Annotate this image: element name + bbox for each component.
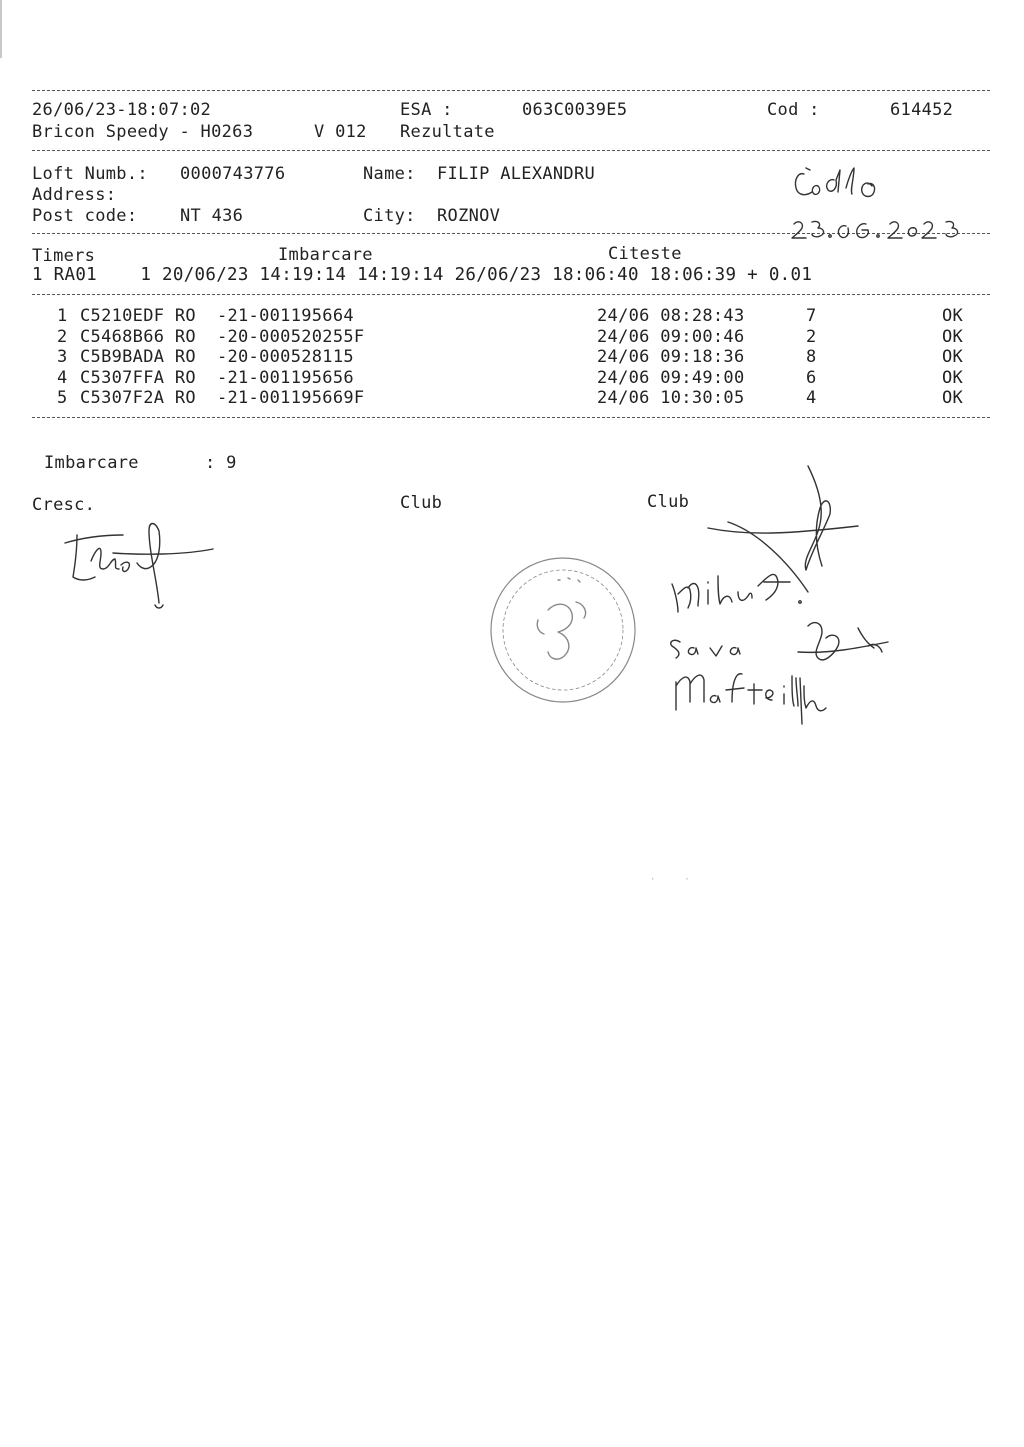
name-label: Name:	[363, 164, 416, 184]
club-signatures	[668, 462, 908, 732]
result-position: 2	[806, 327, 817, 347]
loft-label: Loft Numb.:	[32, 164, 148, 184]
device-version: V 012	[314, 122, 367, 142]
result-position: 7	[806, 306, 817, 326]
result-index: 2	[57, 327, 68, 347]
esa-label: ESA :	[400, 100, 453, 120]
divider-timers	[32, 294, 990, 295]
result-ring: C5210EDF RO -21-001195664	[80, 306, 354, 326]
club-stamp-icon	[488, 550, 638, 710]
handwritten-date	[790, 216, 990, 240]
scan-edge	[0, 0, 2, 58]
result-index: 4	[57, 368, 68, 388]
esa-value: 063C0039E5	[522, 100, 628, 120]
citeste-column-label: Citeste	[608, 244, 682, 264]
result-position: 4	[806, 388, 817, 408]
result-position: 6	[806, 368, 817, 388]
summary-imbarcare-value: : 9	[205, 453, 237, 473]
divider-header	[32, 150, 990, 151]
divider-results	[32, 417, 990, 418]
club-label-2: Club	[647, 492, 690, 512]
postcode-label: Post code:	[32, 206, 138, 226]
timers-label: Timers	[32, 246, 96, 266]
result-ring: C5B9BADA RO -20-000528115	[80, 347, 354, 367]
result-status: OK	[942, 368, 964, 388]
result-ring: C5307FFA RO -21-001195656	[80, 368, 354, 388]
result-time: 24/06 09:00:46	[597, 327, 745, 347]
cresc-label: Cresc.	[32, 495, 96, 515]
result-index: 3	[57, 347, 68, 367]
report-type: Rezultate	[400, 122, 495, 142]
city-value: ROZNOV	[437, 206, 501, 226]
result-ring: C5307F2A RO -21-001195669F	[80, 388, 365, 408]
cod-value: 614452	[890, 100, 954, 120]
imbarcare-column-label: Imbarcare	[278, 245, 373, 265]
postcode-value: NT 436	[180, 206, 244, 226]
result-time: 24/06 08:28:43	[597, 306, 745, 326]
result-position: 8	[806, 347, 817, 367]
cod-label: Cod :	[767, 100, 820, 120]
result-time: 24/06 09:18:36	[597, 347, 745, 367]
result-time: 24/06 09:49:00	[597, 368, 745, 388]
result-ring: C5468B66 RO -20-000520255F	[80, 327, 365, 347]
club-label-1: Club	[400, 493, 443, 513]
summary-imbarcare-label: Imbarcare	[44, 453, 139, 473]
divider-top	[32, 90, 990, 91]
breeder-signature	[55, 505, 225, 625]
device-name: Bricon Speedy - H0263	[32, 122, 254, 142]
address-label: Address:	[32, 185, 117, 205]
result-status: OK	[942, 327, 964, 347]
handwritten-cod-note	[790, 168, 890, 208]
timer-row: 1 RA01 1 20/06/23 14:19:14 14:19:14 26/06/23 18:06:40 18:06:39 + 0.01	[32, 265, 813, 285]
result-status: OK	[942, 306, 964, 326]
result-index: 5	[57, 388, 68, 408]
report-datetime: 26/06/23-18:07:02	[32, 100, 212, 120]
city-label: City:	[363, 206, 416, 226]
result-status: OK	[942, 388, 964, 408]
result-status: OK	[942, 347, 964, 367]
result-time: 24/06 10:30:05	[597, 388, 745, 408]
name-value: FILIP ALEXANDRU	[437, 164, 596, 184]
loft-value: 0000743776	[180, 164, 286, 184]
scan-speck: · ·	[650, 875, 691, 885]
result-index: 1	[57, 306, 68, 326]
